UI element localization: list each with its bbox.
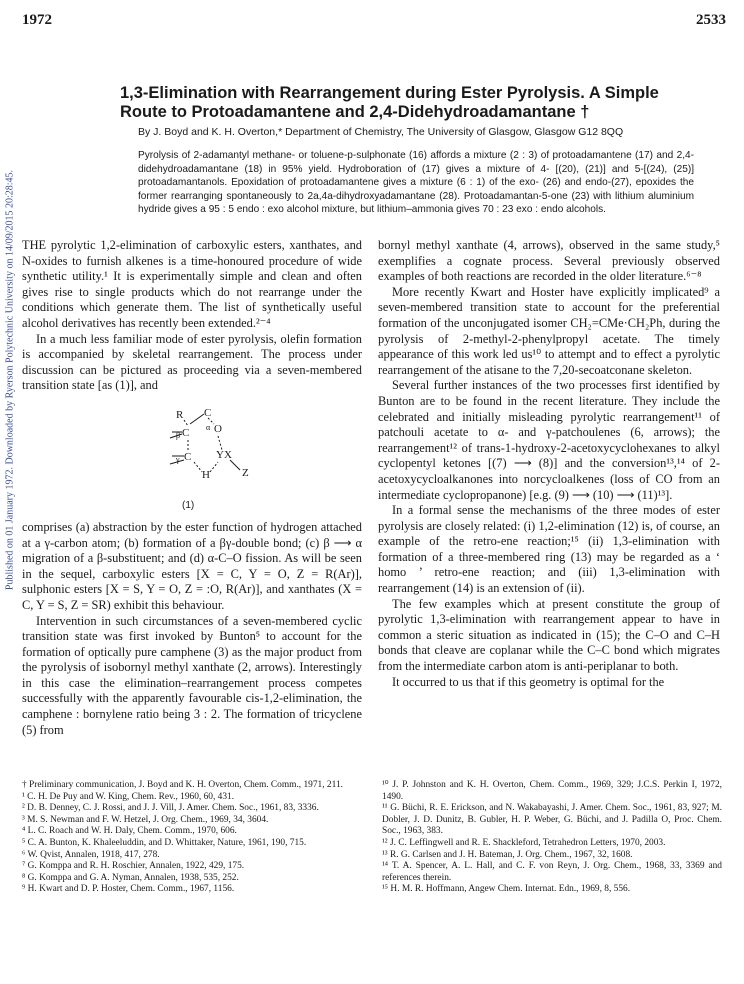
footnote: ¹¹ G. Büchi, R. E. Erickson, and N. Wakabayashi, J. Amer. Chem. Soc., 1961, 83, 927; M. Dobler, J. D. Dunitz, B. Gubler, H. P. Weber, G. Büchi, and J. Padilla O, Proc. Chem. Soc., 1963, 383. <box>382 803 722 837</box>
svg-text:O: O <box>214 422 222 435</box>
footnote: ⁵ C. A. Bunton, K. Khaleeluddin, and D. Whittaker, Nature, 1961, 190, 715. <box>22 837 307 848</box>
paragraph: It occurred to us that if this geometry is optimal for the <box>392 674 665 689</box>
footnotes-right <box>382 780 722 896</box>
footnotes-left <box>22 780 360 896</box>
footnote: ⁶ W. Qvist, Annalen, 1918, 417, 278. <box>22 849 160 860</box>
footnote: ² D. B. Denney, C. J. Rossi, and J. J. Vill, J. Amer. Chem. Soc., 1961, 83, 3336. <box>22 803 319 814</box>
footnote: ¹² J. C. Leffingwell and R. E. Shackleford, Tetrahedron Letters, 1970, 2003. <box>382 837 666 848</box>
paragraph: More recently Kwart and Hoster have explicitly implicated⁹ a seven-membered transition state to account for the preferential formation of the unconjugated isomer CH₂=CMe·CH₂Ph, during the pyrolysis of 2-methyl-2-phenylpropyl acetate. The timely appearance of this work led us¹⁰ to attempt and to effect a pyrolytic rearrangement of the atisane to the 7,20-secoatconane skeleton. <box>378 284 720 377</box>
paragraph: comprises (a) abstraction by the ester function of hydrogen attached at a γ-carbon atom; (b) formation of a βγ-double bond; (c) β ⟶ α migration of a β-substituent; and (d) α-C–O fission. As will be seen in the sequel, carboxylic esters [X = C, Y = O, Z = R(Ar)], sulphonic esters [X = S, Y = O, Z = :O, R(Ar)], and xanthates (X = C, Y = S, Z = SR) exhibit this behaviour. <box>22 519 362 612</box>
article-title: 1,3-Elimination with Rearrangement during Ester Pyrolysis. A Simple Route to Protoadamantene and 2,4-Didehydroadamantane † <box>120 84 659 121</box>
svg-text:Y: Y <box>216 448 224 461</box>
footnote: ⁴ L. C. Roach and W. H. Daly, Chem. Comm., 1970, 606. <box>22 826 237 837</box>
svg-text:Z: Z <box>242 466 249 479</box>
footnote: ¹⁰ J. P. Johnston and K. H. Overton, Chem. Comm., 1969, 329; J.C.S. Perkin I, 1972, 1490. <box>382 780 722 802</box>
paragraph: bornyl methyl xanthate (4, arrows), observed in the same study,⁵ exemplifies a cognate process. Several previously observed examples of both reactions are recorded in the older literature.⁶⁻⁸ <box>378 238 720 284</box>
svg-text:γ: γ <box>176 454 180 464</box>
transition-state-diagram <box>142 402 252 498</box>
authors-affiliation: By J. Boyd and K. H. Overton,* Department of Chemistry, The University of Glasgow, Glasgow G12 8QQ <box>138 126 624 138</box>
svg-text:X: X <box>224 448 232 461</box>
footnote: ⁹ H. Kwart and D. P. Hoster, Chem. Comm., 1967, 1156. <box>22 884 235 895</box>
journal-year: 1972 <box>22 12 52 28</box>
footnote: ¹⁴ T. A. Spencer, A. L. Hall, and C. F. von Reyn, J. Org. Chem., 1968, 33, 3369 and references therein. <box>382 861 722 883</box>
svg-text:C: C <box>204 406 212 419</box>
structure-label: (1) <box>182 499 195 511</box>
structure-1 <box>22 402 362 514</box>
left-column <box>22 238 362 738</box>
footnote: ¹³ R. G. Carlsen and J. H. Bateman, J. Org. Chem., 1967, 32, 1608. <box>382 849 633 860</box>
svg-text:R: R <box>176 408 184 421</box>
paragraph: Intervention in such circumstances of a seven-membered cyclic transition state was first invoked by Bunton⁵ to account for the formation of optically pure camphene (3) as the major product from the pyrolysis of isobornyl methyl xanthate (2, arrows). Interestingly in this case the elimination–rearrangement process competes successfully with the apparently favourable cis-1,2-elimination, the camphene : bornylene ratio being 3 : 2. The formation of tricyclene (5) from <box>22 613 362 737</box>
footnote: ¹ C. H. De Puy and W. King, Chem. Rev., 1960, 60, 431. <box>22 791 235 802</box>
abstract: Pyrolysis of 2-adamantyl methane- or toluene-p-sulphonate (16) affords a mixture (2 : 3) of protoadamantene (17) and 2,4-didehydroadamantane (18) in 95% yield. Hydroboration of (17) gives a mixture of 4- [(20), (21)] and 5-[(24), (25)] protoadamantanols. Epoxidation of protoadamantene gives a mixture (6 : 1) of the exo- (26) and endo-(27), epoxides the former rearranging spontaneously to 2a,4a-dihydroxyadamantane (28). Protoadamantan-5-one (23) with lithium aluminium hydride gives a 95 : 5 endo : exo alcohol mixture, but lithium–ammonia gives 70 : 23 exo : endo alcohols. <box>138 150 694 216</box>
footnote: † Preliminary communication, J. Boyd and K. H. Overton, Chem. Comm., 1971, 211. <box>22 780 343 790</box>
footnote: ¹⁵ H. M. R. Hoffmann, Angew Chem. Internat. Edn., 1969, 8, 556. <box>382 884 631 895</box>
svg-text:α: α <box>206 422 211 432</box>
paragraph: In a much less familiar mode of ester pyrolysis, olefin formation is accompanied by skeletal rearrangement. The process under discussion can be pictured as proceeding via a seven-membered transition state [as (1)], and <box>22 331 362 393</box>
download-watermark <box>2 140 18 620</box>
paragraph: Several further instances of the two processes first identified by Bunton are to be found in the recent literature. They include the celebrated and initially misleading pyrolytic rearrangement¹¹ of patchouli acetate to α- and γ-patchoulenes (6, arrows); the rearrangement¹² of trans-1-hydroxy-2-acetoxycyclohexanes to alkyl cyclopentyl ketones [(7) ⟶ (8)] and the conversion¹³,¹⁴ of 2-acetoxycycloalkanones into norcycloalkenes (loss of CO from an intermediate cyclopropanone) [e.g. (9) ⟶ (10) ⟶ (11)¹³]. <box>378 378 720 502</box>
page-number: 2533 <box>696 12 726 28</box>
footnote: ⁸ G. Komppa and G. A. Nyman, Annalen, 1938, 535, 252. <box>22 872 239 883</box>
paragraph: The few examples which at present constitute the group of pyrolytic 1,3-elimination with rearrangement appear to have in common a steric situation as indicated in (15); the C–O and C–H bonds that cleave are coplanar while the C–C bond which migrates from the intermediate carbon atom is anti-periplanar to both. <box>378 596 720 674</box>
svg-text:C: C <box>182 426 190 439</box>
svg-text:C: C <box>184 450 192 463</box>
svg-text:H: H <box>202 468 210 481</box>
footnote: ⁷ G. Komppa and R. H. Roschier, Annalen, 1922, 429, 175. <box>22 861 245 872</box>
paragraph: THE pyrolytic 1,2-elimination of carboxylic esters, xanthates, and N-oxides to furnish alkenes is a time-honoured procedure of wide synthetic utility.¹ It is experimentally simple and clean and often gives rise to single products which do not rearrange under the conditions which generate them. The list of synthetically useful alcohol derivatives has recently been extended.²⁻⁴ <box>22 238 362 330</box>
paragraph: In a formal sense the mechanisms of the three modes of ester pyrolysis are closely related: (i) 1,2-elimination (12) is, of course, an example of the retro-ene reaction;¹⁵ (ii) 1,3-elimination with formation of a three-membered ring (13) may be regarded as a ‘ homo ’ retro-ene reaction; and (iii) 1,3-elimination with rearrangement (14) is an extension of (ii). <box>378 503 720 596</box>
svg-text:β: β <box>176 430 181 440</box>
right-column <box>378 238 720 690</box>
footnote: ³ M. S. Newman and F. W. Hetzel, J. Org. Chem., 1969, 34, 3604. <box>22 814 269 825</box>
download-note: Published on 01 January 1972. Downloaded by Ryerson Polytechnic University on 14/09/2015 20:28:45. <box>4 169 16 591</box>
